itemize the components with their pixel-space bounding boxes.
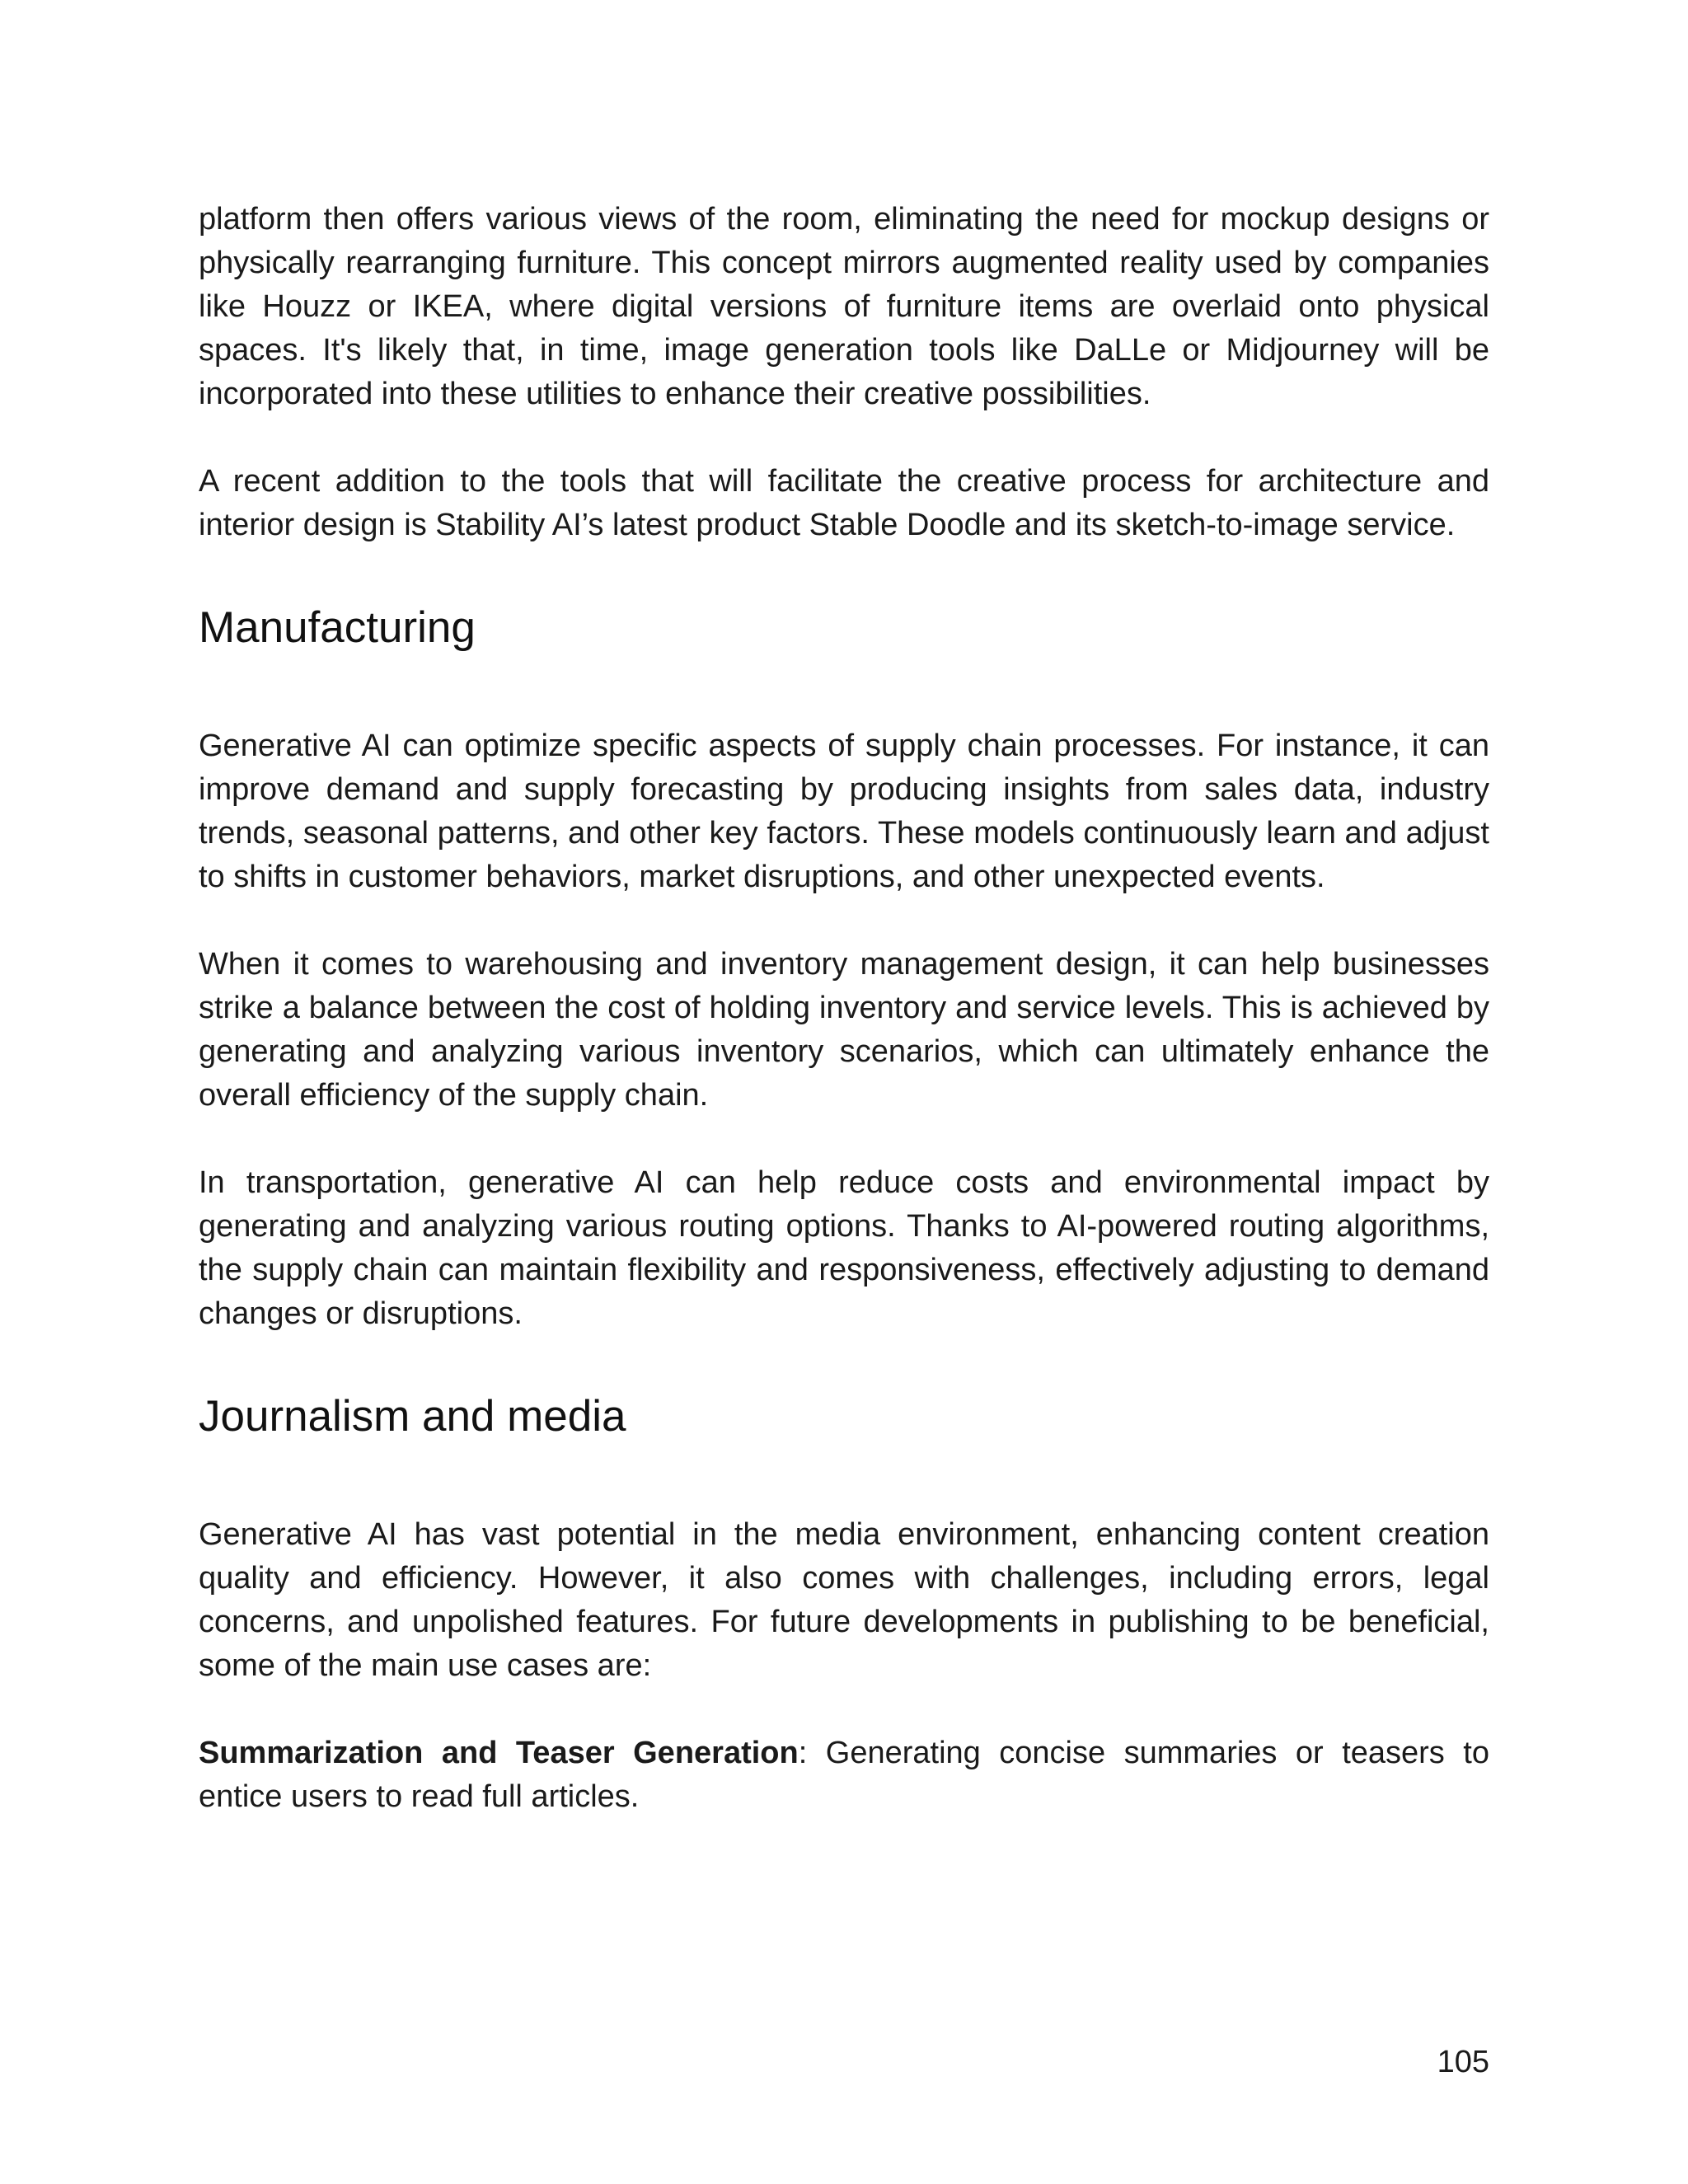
page-number: 105: [1437, 2045, 1489, 2079]
use-case-term: Summarization and Teaser Generation: [199, 1736, 799, 1770]
paragraph-room-views: platform then offers various views of the room, eliminating the need for mockup designs or physically rearranging furniture. This concept mirrors augmented reality used by companies like Houzz or IKEA, where digital versions of furniture items are overlaid onto physical spaces. It's likely that, in time, image generation tools like DaLLe or Midjourney will be incorporated into these utilities to enhance their creative possibilities.: [199, 202, 1489, 411]
paragraph-supply-chain: Generative AI can optimize specific aspects of supply chain processes. For instance, it can improve demand and supply forecasting by producing insights from sales data, industry trends, seasonal patterns, and other key factors. These models continuously learn and adjust to shifts in customer behaviors, market disruptions, and other unexpected events.: [199, 729, 1489, 894]
heading-journalism-media: Journalism and media: [199, 1392, 626, 1441]
heading-manufacturing: Manufacturing: [199, 603, 476, 652]
page-content: [199, 198, 1489, 1863]
paragraph-warehousing: When it comes to warehousing and inventory management design, it can help businesses strike a balance between the cost of holding inventory and service levels. This is achieved by generating and analyzing various inventory scenarios, which can ultimately enhance the overall efficiency of the supply chain.: [199, 947, 1489, 1113]
use-case-description: : Generating concise summaries or teasers to entice users to read full articles.: [199, 1736, 1489, 1814]
paragraph-stable-doodle: A recent addition to the tools that will facilitate the creative process for architecture and interior design is Stability AI’s latest product Stable Doodle and its sketch-to-image service.: [199, 464, 1489, 542]
paragraph-transportation: In transportation, generative AI can help reduce costs and environmental impact by generating and analyzing various routing options. Thanks to AI-powered routing algorithms, the supply chain can maintain flexibility and responsiveness, effectively adjusting to demand changes or disruptions.: [199, 1165, 1489, 1331]
paragraph-media-intro: Generative AI has vast potential in the media environment, enhancing content creation quality and efficiency. However, it also comes with challenges, including errors, legal concerns, and unpolished features. For future developments in publishing to be beneficial, some of the main use cases are:: [199, 1517, 1489, 1683]
paragraph-summarization-use-case: [199, 1732, 1489, 1819]
